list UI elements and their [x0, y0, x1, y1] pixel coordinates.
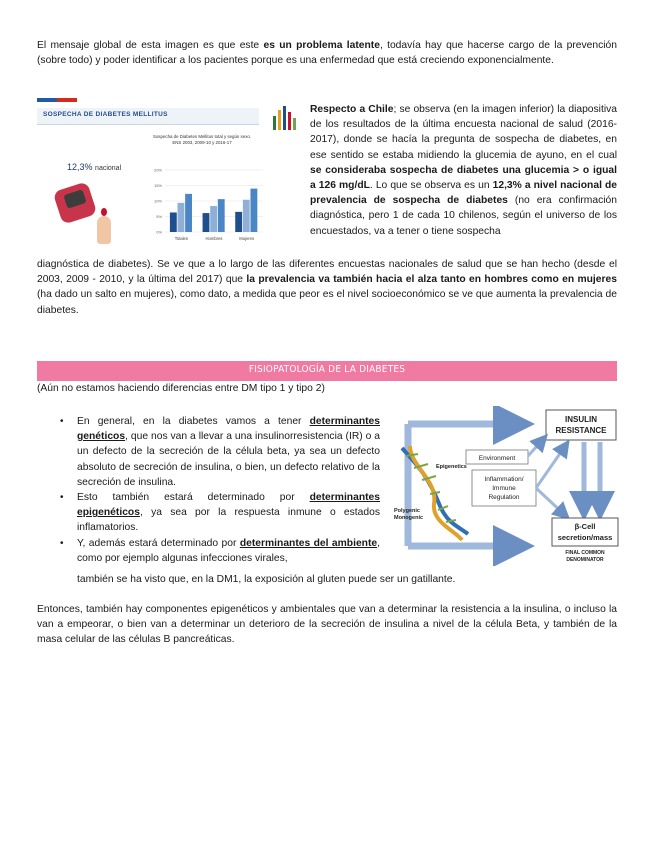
y-tick-label: 0% — [156, 229, 162, 235]
y-tick-label: 20% — [153, 167, 162, 173]
bullet-text: , ya sea por la respuesta inmune o estados inflamatorios. — [77, 507, 380, 534]
section-title: FISIOPATOLOGÍA DE LA DIABETES — [248, 364, 406, 375]
chile-text3: (no era confirmación diagnóstica, pero 1 de cada 10 chilenos, según el universo de los encuestados, va a tener o tiene sospecha — [310, 195, 617, 237]
inflammation-label: Immune — [492, 485, 516, 492]
environment-label: Environment — [478, 455, 516, 462]
flag-bar-red — [57, 98, 77, 102]
inflammation-label: Regulation — [488, 494, 520, 501]
y-tick-label: 5% — [156, 214, 162, 219]
slide-title: SOSPECHA DE DIABETES MELLITUS — [43, 111, 168, 118]
chile-bold1: Respecto a Chile — [310, 104, 394, 115]
chile-bold2: se consideraba sospecha de diabetes una glucemia > o igual a 126 mg/dL — [310, 164, 617, 192]
intro-text-bold: es un problema latente — [263, 40, 380, 51]
bar-2009-10-Mujeres — [243, 200, 250, 232]
list-item — [60, 490, 380, 536]
bar-2009-10-Hombres — [210, 206, 217, 232]
bullet-underlined: determinantes del ambiente — [239, 537, 378, 549]
beta-cell-label: secretion/mass — [557, 533, 613, 542]
chile-text1: ; se observa (en la imagen inferior) la diapositiva de los resultados de la última encuesta nacional de salud (2016-2017), donde se hacía la pregunta de sospecha de diabetes, en ese sentido se estaba midiendo la glucemia de ayuno, en el cual — [310, 104, 617, 161]
flow-arrow — [528, 436, 546, 456]
flag-bar-blue — [37, 98, 57, 102]
chile-cont-text1: diagnóstica de diabetes). Se ve que a lo largo de las diferentes encuestas nacionales de salud que se han hecho (desde el 2003, 2009 - 2010, y la última del 2017) que — [37, 259, 617, 286]
chile-cont-bold: la prevalencia va también hacia el alza tanto en hombres como en mujeres — [246, 274, 617, 286]
intro-paragraph — [37, 38, 617, 68]
bullet3-continuation: también se ha visto que, en la DM1, la exposición al gluten puede ser un gatillante. — [77, 574, 456, 585]
chile-bold3: 12,3% a nivel nacional de prevalencia de sospecha de diabetes — [310, 180, 617, 207]
flow-arrow — [536, 488, 568, 518]
finger-icon — [97, 216, 111, 244]
bullet-text: , como por ejemplo algunas infecciones virales, — [77, 537, 380, 564]
beta-cell-label: β-Cell — [574, 522, 596, 531]
flow-arrow — [536, 442, 568, 488]
bullet-text: En general, en la diabetes vamos a tener — [77, 416, 310, 427]
blood-drop-icon — [101, 208, 107, 216]
slide-chart-title — [147, 134, 257, 146]
bullet-text: , que nos van a llevar a una insulinorresistencia (IR) o a un defecto de la secreción de la célula beta, ya sea un defecto absoluto de secreción de insulina, o bien, un defecto relativo de la secreción de insulina. — [77, 431, 380, 488]
highlight-label — [67, 162, 121, 172]
polygenic-label: Polygenic — [394, 508, 420, 514]
bar-2003-Hombres — [203, 213, 210, 232]
highlight-value: 12,3% — [67, 162, 93, 172]
diabetes-bar-chart — [147, 166, 267, 248]
bullet-text: Esto también estará determinado por — [77, 492, 310, 504]
list-item — [60, 414, 380, 490]
chile-paragraph — [310, 102, 617, 239]
section-note: (Aún no estamos haciendo diferencias entre DM tipo 1 y tipo 2) — [37, 383, 325, 394]
bar-2003-Totales — [170, 212, 177, 232]
bar-2016-17-Mujeres — [250, 189, 257, 232]
list-item — [60, 536, 380, 566]
intro-text-pre: El mensaje global de esta imagen es que este — [37, 40, 264, 51]
final-label: DENOMINATOR — [566, 557, 604, 563]
inflammation-label: Inflammation/ — [484, 476, 524, 483]
chile-text2: . Lo que se observa es un — [369, 180, 493, 192]
bullet-text: Y, además estará determinado por — [77, 537, 240, 549]
insulin-resistance-label: INSULIN — [565, 415, 597, 424]
final-label: FINAL COMMON — [565, 550, 605, 556]
y-tick-label: 15% — [153, 183, 162, 188]
bullet-underlined: determinantes genéticos — [77, 416, 380, 443]
x-category-label: Totales — [174, 236, 188, 241]
y-tick-label: 10% — [153, 198, 162, 204]
ens-slide-image — [37, 96, 303, 252]
chile-paragraph-continued — [37, 257, 617, 318]
ministry-logo-icon — [269, 102, 299, 132]
insulin-resistance-label: RESISTANCE — [555, 426, 607, 435]
determinants-list — [60, 414, 380, 566]
slide-chart-title-line1: Sospecha de Diabetes Mellitus total y según sexo. — [152, 134, 252, 139]
dna-helix-icon — [402, 446, 468, 540]
polygenic-label: Monogenic — [394, 515, 424, 521]
chile-cont-text2: (ha dado un salto en mujeres), como dato, a medida que peor es el nivel socioeconómico se ve que aumenta la prevalencia de diabetes. — [37, 289, 617, 316]
slide-chart-title-line2: ENS 2003, 2009-10 y 2016-17 — [172, 140, 232, 145]
bar-2009-10-Totales — [178, 203, 185, 232]
highlight-label-text: nacional — [95, 165, 122, 172]
pathophysiology-diagram — [388, 406, 620, 566]
bar-2016-17-Hombres — [218, 199, 225, 232]
conclusion-paragraph: Entonces, también hay componentes epigenéticos y ambientales que van a determinar la resistencia a la insulina, o incluso la van a empeorar, o bien van a determinar un deterioro de la secreción de insulina a nivel de la célula Beta, y también de la masa celular de las células B pancreáticas. — [37, 604, 617, 646]
epigenetics-label: Epigenetics — [436, 464, 467, 470]
x-category-label: Hombres — [205, 236, 223, 241]
intro-text-post: , todavía hay que hacerse cargo de la prevención (sobre todo) y poder identificar a los pacientes porque es una enfermedad que está creciendo exponencialmente. — [37, 40, 617, 67]
x-category-label: Mujeres — [239, 236, 255, 241]
section-header-fisiopatologia — [37, 361, 617, 381]
bullet-underlined: determinantes epigenéticos — [77, 492, 380, 519]
bar-2003-Mujeres — [235, 212, 242, 232]
bar-2016-17-Totales — [185, 194, 192, 232]
